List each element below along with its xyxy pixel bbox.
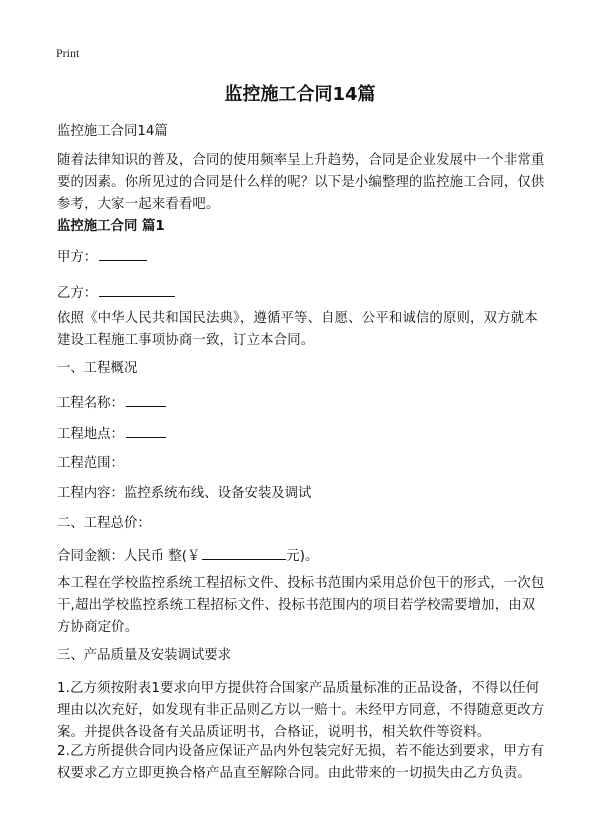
price-terms-paragraph: 本工程在学校监控系统工程招标文件、投标书范围内采用总价包干的形式，一次包干,超出学校监控系统工程招标文件、投标书范围内的项目若学校需要增加，由双方协商定价。: [57, 576, 545, 635]
contract-amount-line: [57, 545, 547, 568]
party-b-line: [57, 282, 547, 305]
party-a-line: [57, 246, 547, 269]
document-subtitle: 监控施工合同14篇: [57, 124, 168, 139]
heading-project-overview: 一、工程概况: [57, 361, 138, 376]
document-title: 监控施工合同14篇: [224, 84, 376, 105]
requirement-item-2: 2.乙方所提供合同内设备应保证产品内外包装完好无损，若不能达到要求，甲方有权要求乙方立即更换合格产品直至解除合同。由此带来的一切损失由乙方负责。: [57, 744, 544, 781]
party-b-blank: [99, 282, 175, 297]
project-name-blank: [126, 392, 166, 407]
party-b-label: 乙方：: [57, 286, 98, 301]
project-scope-label: 工程范围：: [57, 456, 124, 471]
requirement-item-1: 1.乙方须按附表1要求向甲方提供符合国家产品质量标准的正品设备，不得以任何理由以次充好，如发现有非正品则乙方以一赔十。未经甲方同意，不得随意更改方案。并提供各设备有关品质证明书，合格证，说明书，相关软件等资料。: [57, 681, 545, 740]
amount-prefix: 合同金额：人民币 整(￥: [57, 549, 201, 564]
project-content: 工程内容：监控系统布线、设备安装及调试: [57, 486, 312, 501]
basis-paragraph: 依照《中华人民共和国民法典》，遵循平等、自愿、公平和诚信的原则，双方就本建设工程施工事项协商一致，订立本合同。: [57, 311, 538, 348]
intro-paragraph: 随着法律知识的普及，合同的使用频率呈上升趋势，合同是企业发展中一个非常重要的因素。你所见过的合同是什么样的呢？以下是小编整理的监控施工合同，仅供参考，大家一起来看看吧。: [57, 153, 545, 212]
project-name-line: [57, 392, 547, 415]
project-site-blank: [126, 423, 166, 438]
heading-quality-requirements: 三、产品质量及安装调试要求: [57, 648, 232, 663]
amount-blank: [202, 545, 286, 560]
project-site-label: 工程地点：: [57, 427, 124, 442]
project-site-line: [57, 423, 547, 446]
print-label: Print: [56, 46, 80, 60]
section-heading: 监控施工合同 篇1: [57, 219, 165, 234]
party-a-label: 甲方：: [57, 250, 98, 265]
party-a-blank: [99, 246, 147, 261]
project-name-label: 工程名称：: [57, 396, 124, 411]
amount-suffix: 元)。: [286, 549, 319, 564]
heading-total-price: 二、工程总价：: [57, 516, 151, 531]
